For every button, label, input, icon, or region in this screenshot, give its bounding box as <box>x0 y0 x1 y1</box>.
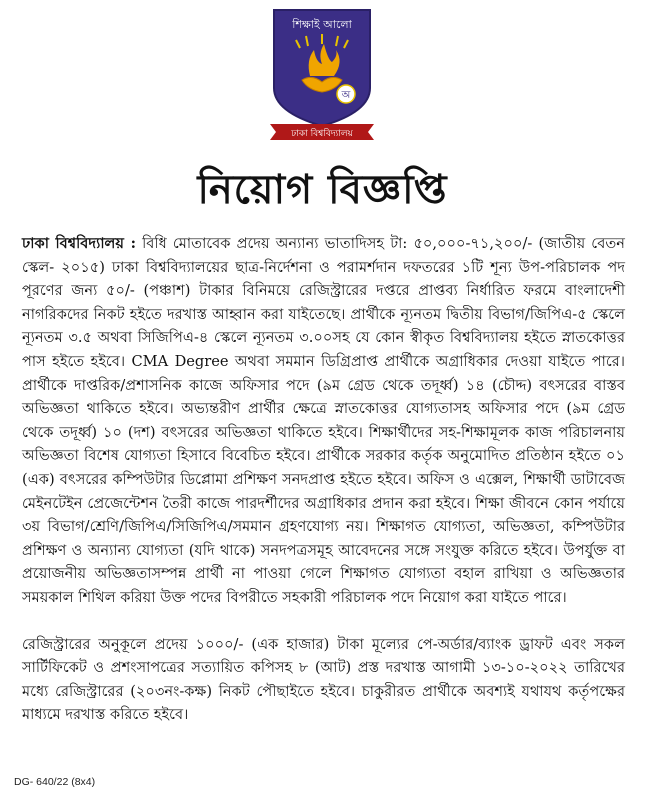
logo-emblem-letter: অ <box>341 90 351 101</box>
page-title: নিয়োগ বিজ্ঞপ্তি <box>197 166 448 213</box>
notice-paragraph-1-text: বিধি মোতাবেক প্রদেয় অন্যান্য ভাতাদিসহ টা: ৫০,০০০-৭১,২০০/- (জাতীয় বেতন স্কেল- ২০১৫) ঢাকা বিশ্ববিদ্যালয়ের ছাত্র-নির্দেশনা ও পরামর্শদান দফতরের ১টি শূন্য উপ-পরিচালক পদ পূরণের জন্য ৫০/- (পঞ্চাশ) টাকার বিনিময়ে রেজিস্ট্রারের দপ্তরে প্রাপ্তব্য নির্ধারিত ফরমে বাংলাদেশী নাগরিকদের নিকট হইতে দরখাস্ত আহ্বান করা যাইতেছে। প্রার্থীকে ন্যূনতম দ্বিতীয় বিভাগ/জিপিএ-৫ স্কেলে ন্যূনতম ৩.৫ অথবা সিজিপিএ-৪ স্কেলে ন্যূনতম ৩.০০সহ যে কোন স্বীকৃত বিশ্ববিদ্যালয় হইতে স্নাতকোত্তর পাস হইতে হইবে। CMA Degree অথবা সমমান ডিগ্রিপ্রাপ্ত প্রার্থীকে অগ্রাধিকার দেওয়া যাইতে পারে। প্রার্থীকে দাপ্তরিক/প্রশাসনিক কাজে অফিসার পদে (৯ম গ্রেড থেকে তদূর্ধ্ব) ১৪ (চৌদ্দ) বৎসরের বাস্তব অভিজ্ঞতা থাকিতে হইবে। অভ্যন্তরীণ প্রার্থীর ক্ষেত্রে স্নাতকোত্তর যোগ্যতাসহ অফিসার পদে (৯ম গ্রেড থেকে তদূর্ধ্ব) ১০ (দশ) বৎসরের অভিজ্ঞতা থাকিতে হইবে। শিক্ষার্থীদের সহ-শিক্ষামূলক কাজ পরিচালনায় অভিজ্ঞতা বিশেষ যোগ্যতা হিসাবে বিবেচিত হইবে। প্রার্থীকে সরকার কর্তৃক অনুমোদিত প্রতিষ্ঠান হইতে ০১ (এক) বৎসরের কম্পিউটার ডিপ্লোমা প্রশিক্ষণ সনদপ্রাপ্ত হইতে হইবে। অফিস ও এক্সেল, শিক্ষার্থী ডাটাবেজ মেইনটেইন প্রেজেন্টেশন তৈরী কাজে পারদর্শীদের অগ্রাধিকার প্রদান করা হইবে। শিক্ষা জীবনে কোন পর্যায়ে ৩য় বিভাগ/শ্রেণি/জিপিএ/সিজিপিএ/সমমান গ্রহণযোগ্য নয়। শিক্ষাগত যোগ্যতা, অভিজ্ঞতা, কম্পিউটার প্রশিক্ষণ ও অন্যান্য যোগ্যতা (যদি থাকে) সনদপত্রসমূহ আবেদনের সঙ্গে সংযুক্ত করিতে হইবে। উপর্যুক্ত বা প্রয়োজনীয় অভিজ্ঞতাসম্পন্ন প্রার্থী না পাওয়া গেলে শিক্ষাগত যোগ্যতা বহাল রাখিয়া ও অভিজ্ঞতার সময়কাল শিথিল করিয়া উক্ত পদের বিপরীতে সহকারী পরিচালক পদে নিয়োগ করা যাইতে পারে। <box>22 235 626 606</box>
crest-icon <box>266 4 378 144</box>
university-logo <box>266 4 378 144</box>
notice-body <box>22 232 625 727</box>
reference-code: DG- 640/22 (8x4) <box>14 776 96 788</box>
notice-paragraph-2: রেজিস্ট্রারের অনুকূলে প্রদেয় ১০০০/- (এক হাজার) টাকা মূল্যের পে-অর্ডার/ব্যাংক ড্রাফট এবং সকল সার্টিফিকেট ও প্রশংসাপত্রের সত্যায়িত কপিসহ ৮ (আট) প্রস্ত দরখাস্ত আগামী ১৩-১০-২০২২ তারিখের মধ্যে রেজিস্ট্রারের (২০৩নং-কক্ষ) নিকট পৌছাইতে হইবে। চাকুরীরত প্রার্থীকে অবশ্যই যথাযথ কর্তৃপক্ষের মাধ্যমে দরখাস্ত করিতে হইবে। <box>22 635 625 724</box>
logo-university-name: ঢাকা বিশ্ববিদ্যালয় <box>291 129 353 139</box>
logo-motto: শিক্ষাই আলো <box>292 18 352 31</box>
notice-lead: ঢাকা বিশ্ববিদ্যালয় : <box>22 235 136 252</box>
notice-paragraph-1 <box>22 232 625 610</box>
